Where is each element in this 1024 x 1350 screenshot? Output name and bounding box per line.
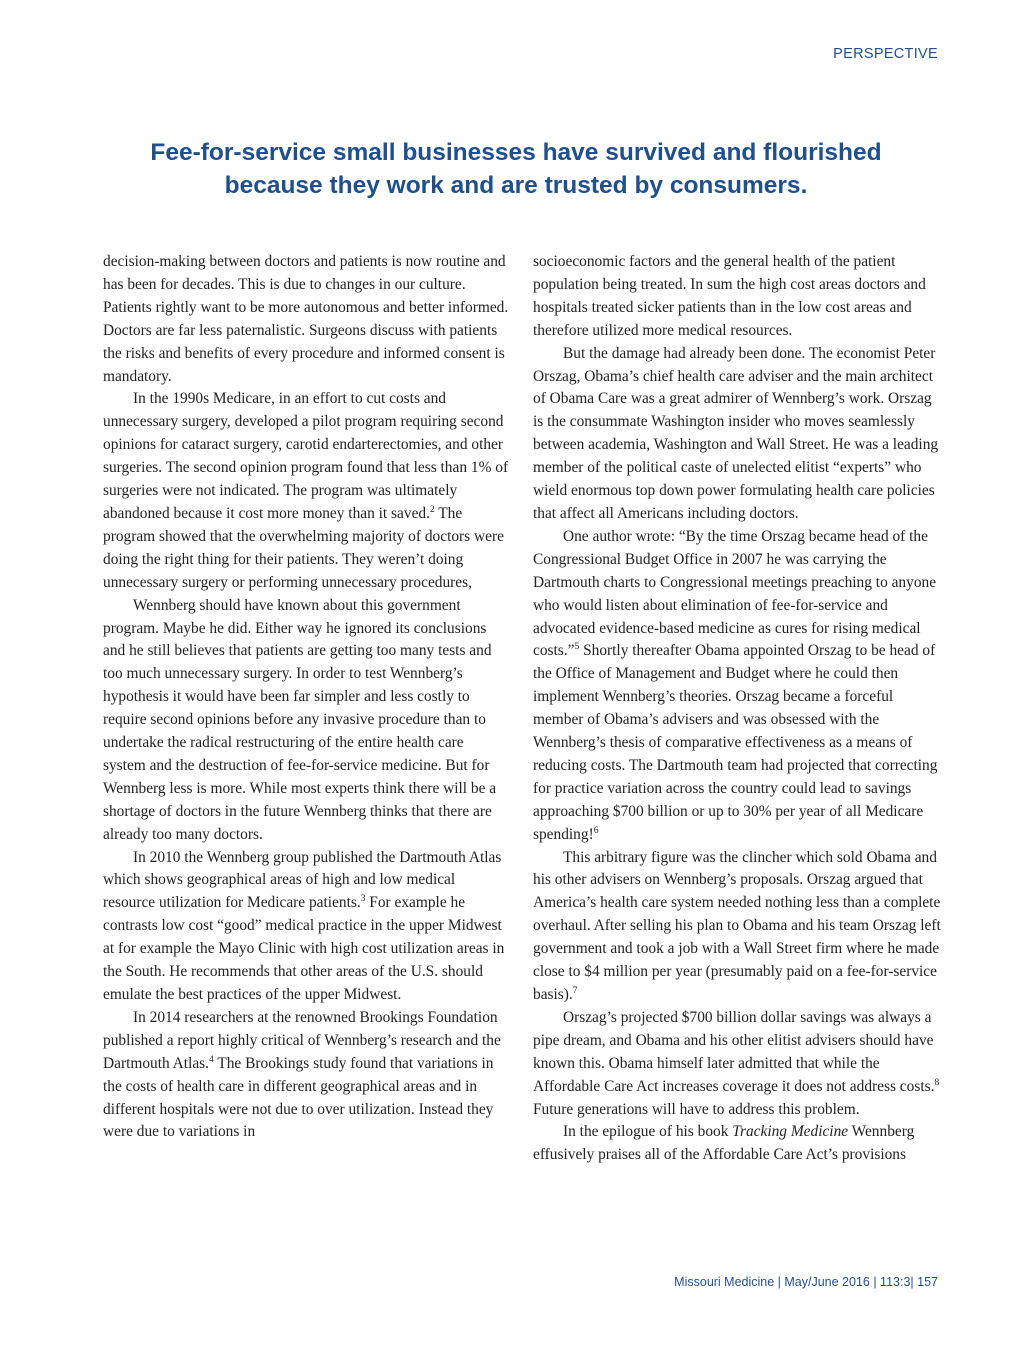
paragraph: Orszag’s projected $700 billion dollar savings was always a pipe dream, and Obama and his other elitist advisers should have known this. Obama himself later admitted that while the Affordable Care Act increases coverage it does not address costs.$^8$ Future generations will have to address this problem. — [533, 1008, 940, 1118]
paragraph: This arbitrary figure was the clincher which sold Obama and his other advisers on Wennberg’s proposals. Orszag argued that America’s health care system needed nothing less than a complete overhaul. After selling his plan to Obama and his team Orszag left government and took a job with a Wall Street firm where he made close to $4 million per year (presumably paid on a fee-for-service basis).$^7$ — [533, 848, 941, 1003]
footnote-ref: 7 — [572, 985, 578, 996]
paragraph: In the 1990s Medicare, in an effort to cut costs and unnecessary surgery, developed a pilot program requiring second opinions for cataract surgery, carotid endarterectomies, and other surgeries. The second opinion program found that less than 1% of surgeries were not indicated. The program was ultimately abandoned because it cost more money than it saved.$^2$ The program showed that the overwhelming majority of doctors were doing the right thing for their patients. They weren’t doing unnecessary surgery or performing unnecessary procedures, — [103, 390, 509, 591]
paragraph: socioeconomic factors and the general health of the patient population being treated. In sum the high cost areas doctors and hospitals treated sicker patients than in the low cost areas and therefore utilized more medical resources. — [533, 253, 926, 339]
right-column — [533, 251, 941, 1167]
section-label: PERSPECTIVE — [833, 46, 938, 62]
pull-quote-line-1: Fee-for-service small businesses have survived and flourished — [150, 139, 882, 166]
page-footer-citation: Missouri Medicine | May/June 2016 | 113:3| 157 — [674, 1275, 938, 1289]
footnote-ref: 5 — [574, 642, 580, 653]
footnote-ref: 4 — [209, 1054, 214, 1065]
paragraph: In the epilogue of his book Tracking Medicine Wennberg effusively praises all of the Affordable Care Act’s provisions — [533, 1123, 915, 1164]
footnote-ref: 2 — [429, 504, 435, 515]
footnote-ref: 8 — [934, 1077, 940, 1088]
footnote-ref: 6 — [593, 825, 599, 836]
pull-quote-line-2: because they work and are trusted by consumers. — [224, 172, 808, 199]
footnote-ref: 3 — [360, 894, 366, 905]
pull-quote — [110, 136, 922, 202]
paragraph: decision-making between doctors and patients is now routine and has been for decades. This is due to changes in our culture. Patients rightly want to be more autonomous and better informed. Doctors are far less paternalistic. Surgeons discuss with patients the risks and benefits of every procedure and informed consent is mandatory. — [103, 253, 509, 385]
left-column — [103, 251, 509, 1144]
paragraph: One author wrote: “By the time Orszag became head of the Congressional Budget Office in 2007 he was carrying the Dartmouth charts to Congressional meetings preaching to anyone who would listen about elimination of fee-for-service and advocated evidence-based medicine as cures for rising medical costs.”$^5$ Shortly thereafter Obama appointed Orszag to be head of the Office of Management and Budget where he could then implement Wennberg’s theories. Orszag became a forceful member of Obama’s advisers and was obsessed with the Wennberg’s thesis of comparative effectiveness as a means of reducing costs. The Dartmouth team had projected that correcting for practice variation across the country could lead to savings approaching $700 billion or up to 30% per year of all Medicare spending!$^6$ — [533, 527, 938, 843]
paragraph: Wennberg should have known about this government program. Maybe he did. Either way he ignored its conclusions and he still believes that patients are getting too many tests and too much unnecessary surgery. In order to test Wennberg’s hypothesis it would have been far simpler and less costly to require second opinions before any invasive procedure than to undertake the radical restructuring of the entire health care system and the destruction of fee-for-service medicine. But for Wennberg less is more. While most experts think there will be a shortage of doctors in the future Wennberg thinks that there are already too many doctors. — [103, 596, 497, 843]
paragraph: In 2010 the Wennberg group published the Dartmouth Atlas which shows geographical areas of high and low medical resource utilization for Medicare patients.$^3$ For example he contrasts low cost “good” medical practice in the upper Midwest at for example the Mayo Clinic with high cost utilization areas in the South. He recommends that other areas of the U.S. should emulate the best practices of the upper Midwest. — [103, 848, 505, 1003]
book-title: Tracking Medicine — [732, 1123, 849, 1141]
paragraph: But the damage had already been done. The economist Peter Orszag, Obama’s chief health care adviser and the main architect of Obama Care was a great admirer of Wennberg’s work. Orszag is the consummate Washington insider who moves seamlessly between academia, Washington and Wall Street. He was a leading member of the political caste of unelected elitist “experts” who wield enormous top down power formulating health care policies that affect all Americans including doctors. — [533, 344, 939, 522]
paragraph: In 2014 researchers at the renowned Brookings Foundation published a report highly critical of Wennberg’s research and the Dartmouth Atlas.$^4$ The Brookings study found that variations in the costs of health care in different geographical areas and in different hospitals were not due to over utilization. Instead they were due to variations in — [103, 1008, 501, 1141]
